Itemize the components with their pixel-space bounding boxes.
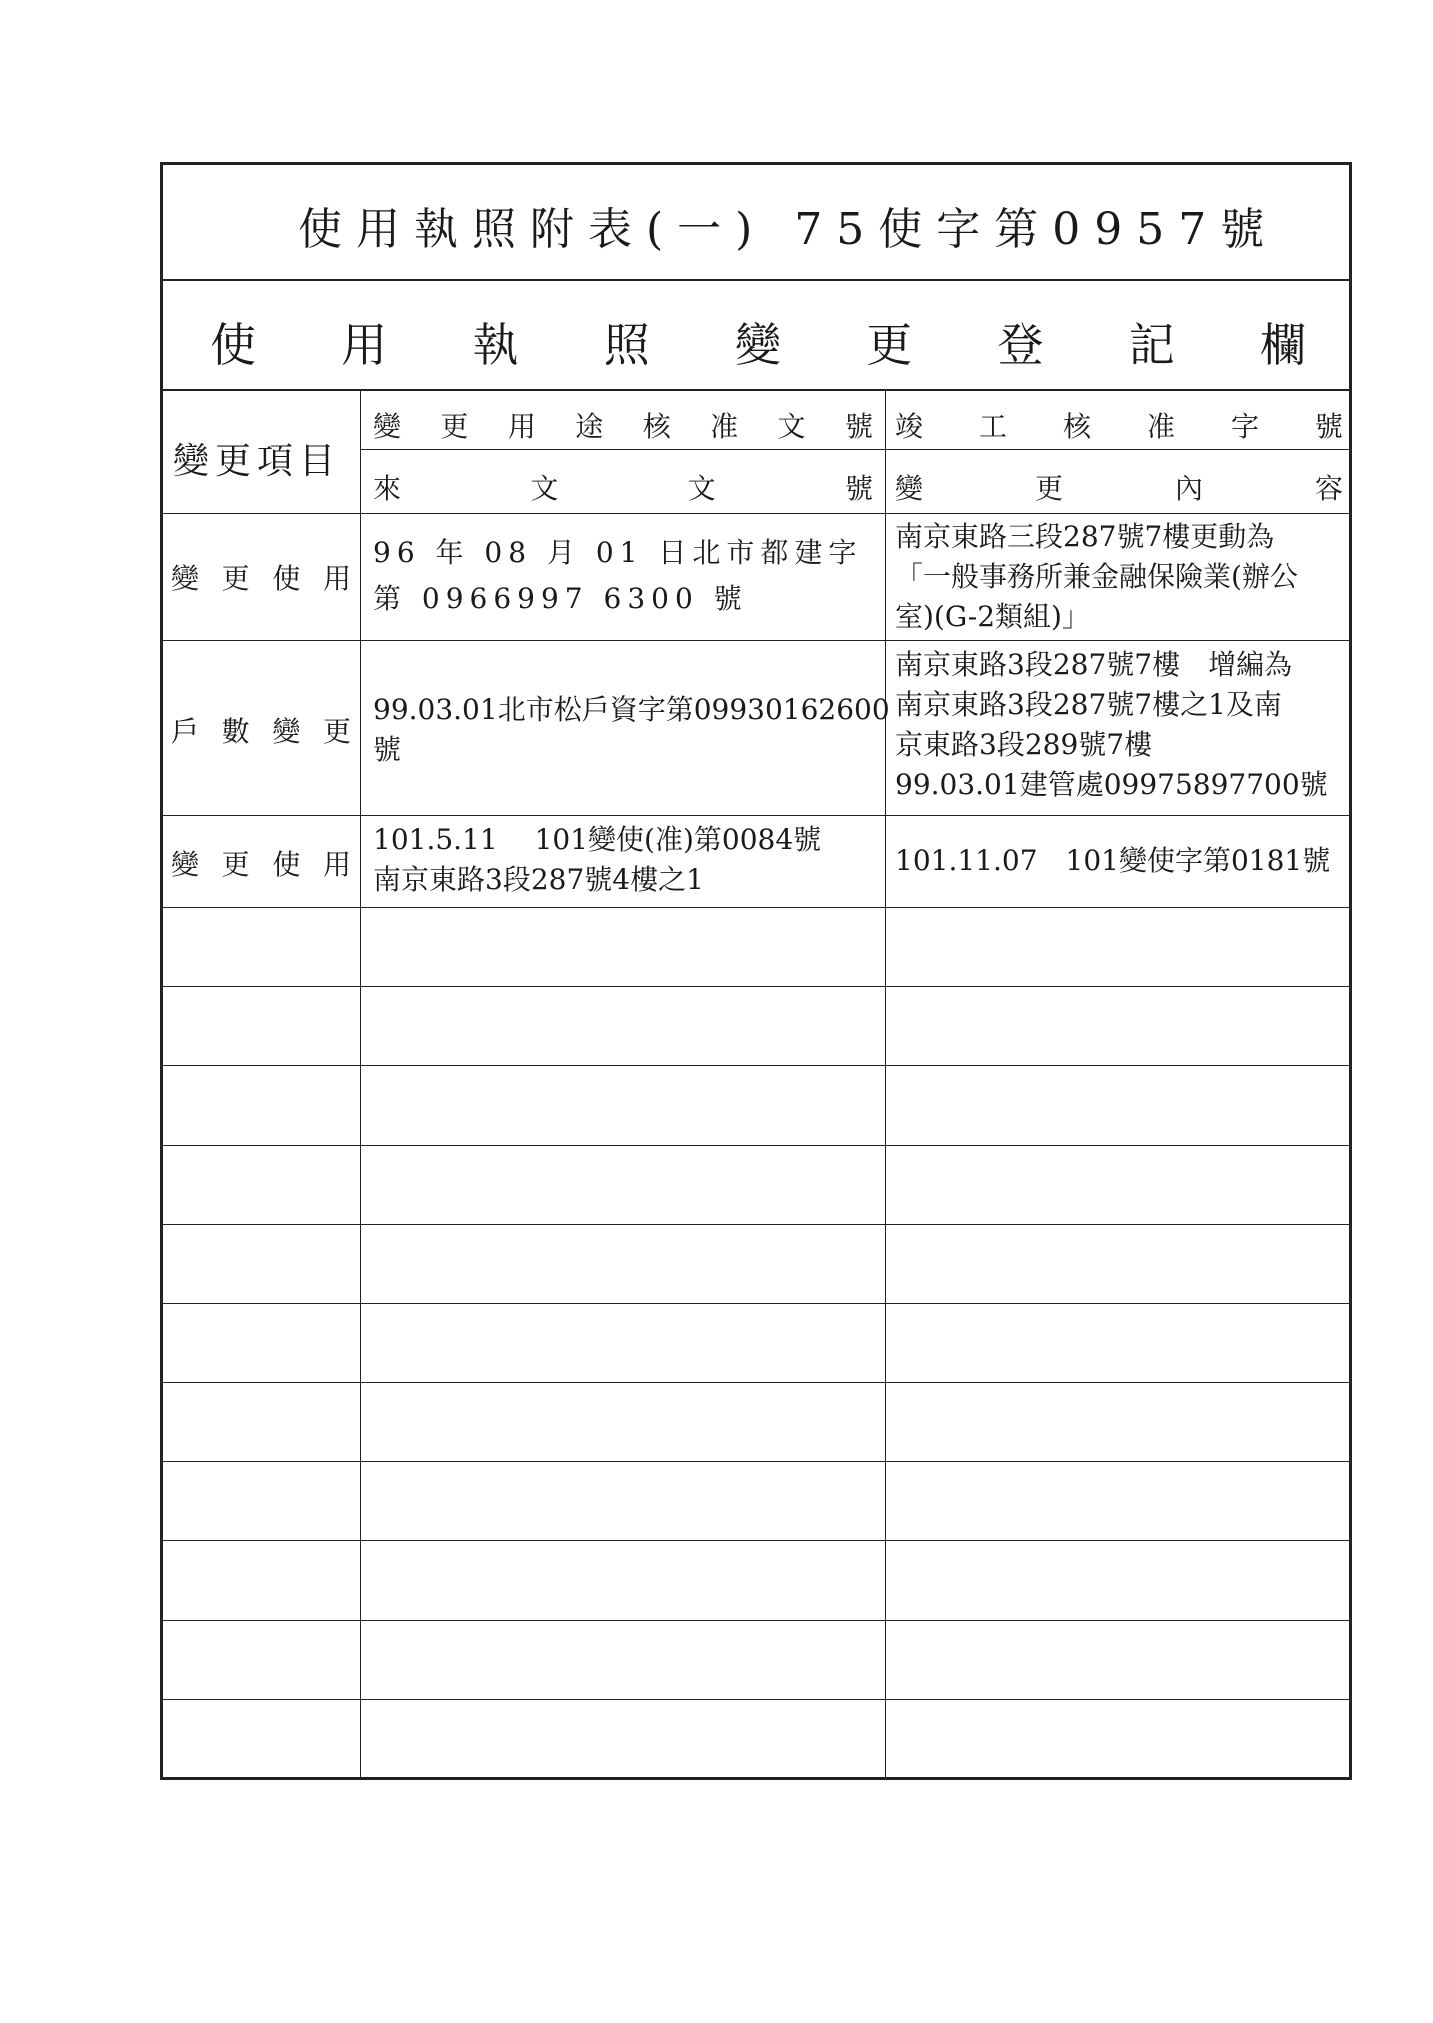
empty-row-line [163,1145,1352,1146]
row-line [163,907,1352,908]
row-line [163,815,1352,816]
header-change-content [895,467,1343,507]
header-char: 來 [373,472,402,505]
row-content-line: 南京東路三段287號7樓更動為 [895,520,1275,553]
header-char: 文 [687,472,716,505]
row-doc-line: 99.03.01北市松戶資字第09930162600 [373,693,890,726]
header-bottom-line [163,513,1352,514]
page-title: 使用執照附表(一) 75使字第0957號 [298,204,1279,255]
section-title-char: 變 [735,318,781,372]
empty-row-line [163,1540,1352,1541]
row-content-line: 室)(G-2類組)」 [895,600,1090,633]
section-title-char: 記 [1128,318,1175,372]
row-item-char: 變 [171,848,200,881]
section-title-char: 登 [997,318,1044,372]
section-title-char: 用 [341,318,388,372]
row-item-char: 更 [221,562,250,595]
row-item-char: 數 [221,715,250,748]
header-char: 工 [978,410,1007,443]
row-item-char: 戶 [171,715,200,748]
col-divider-2 [885,391,886,1778]
row-content-line: 101.11.07 101變使字第0181號 [895,844,1331,877]
header-char: 核 [642,410,671,443]
row-item-char: 更 [221,848,250,881]
row-item-label [171,557,351,597]
row-item-char: 變 [171,562,200,595]
header-char: 容 [1314,472,1343,505]
header-char: 號 [844,410,873,443]
col-divider-1 [360,391,361,1778]
empty-row-line [163,1620,1352,1621]
header-char: 用 [507,410,536,443]
header-char: 更 [440,410,469,443]
empty-row-line [163,1065,1352,1066]
empty-row-line [163,1382,1352,1383]
header-char: 變 [373,410,402,443]
row-content-line: 南京東路3段287號7樓之1及南 [895,688,1282,721]
title-row [163,165,1349,281]
section-title-char: 欄 [1260,318,1306,372]
header-char: 准 [710,410,739,443]
row-content-line: 京東路3段289號7樓 [895,728,1153,761]
row-content-line: 「一般事務所兼金融保險業(辦公 [895,560,1298,593]
header-char: 變 [895,472,924,505]
empty-row-line [163,1461,1352,1462]
section-title-char: 使 [210,318,256,372]
empty-row-line [163,986,1352,987]
empty-row-line [163,1699,1352,1700]
license-table [160,162,1352,1780]
row-item-char: 更 [322,715,351,748]
section-title-char: 照 [603,318,650,372]
row-item-char: 用 [322,562,351,595]
header-completion-no [895,405,1343,445]
row-doc-line: 號 [373,733,402,766]
header-char: 文 [777,410,806,443]
row-doc-line: 101.5.11 101變使(准)第0084號 [373,823,822,856]
section-title-char: 更 [866,318,913,372]
header-char: 內 [1174,472,1203,505]
header-char: 准 [1146,410,1175,443]
header-incoming-doc-no [373,467,873,507]
row-doc-line: 南京東路3段287號4樓之1 [373,863,704,896]
row-doc-line: 第 0966997 6300 號 [373,582,748,615]
row-item-char: 使 [272,562,301,595]
row-line [163,640,1352,641]
header-char: 核 [1062,410,1091,443]
row-item-char: 用 [322,848,351,881]
empty-row-line [163,1303,1352,1304]
row-item-char: 使 [272,848,301,881]
row-content-line: 南京東路3段287號7樓 增編為 [895,648,1293,681]
empty-row-line [163,1224,1352,1225]
header-mid-line [360,449,1352,450]
row-item-label [171,710,351,750]
header-char: 竣 [895,410,924,443]
header-change-item: 變更項目 [173,441,342,482]
header-char: 文 [530,472,559,505]
subtitle-row [163,281,1349,391]
row-doc-line: 96 年 08 月 01 日北市都建字 [373,536,863,569]
header-char: 更 [1034,472,1063,505]
section-title-char: 執 [472,318,519,372]
row-item-label [171,843,351,883]
header-char: 途 [575,410,604,443]
header-char: 號 [1314,410,1343,443]
header-char: 字 [1230,410,1259,443]
header-approval-doc-no [373,405,873,445]
header-char: 號 [844,472,873,505]
row-content-line: 99.03.01建管處09975897700號 [895,768,1328,801]
row-item-char: 變 [272,715,301,748]
